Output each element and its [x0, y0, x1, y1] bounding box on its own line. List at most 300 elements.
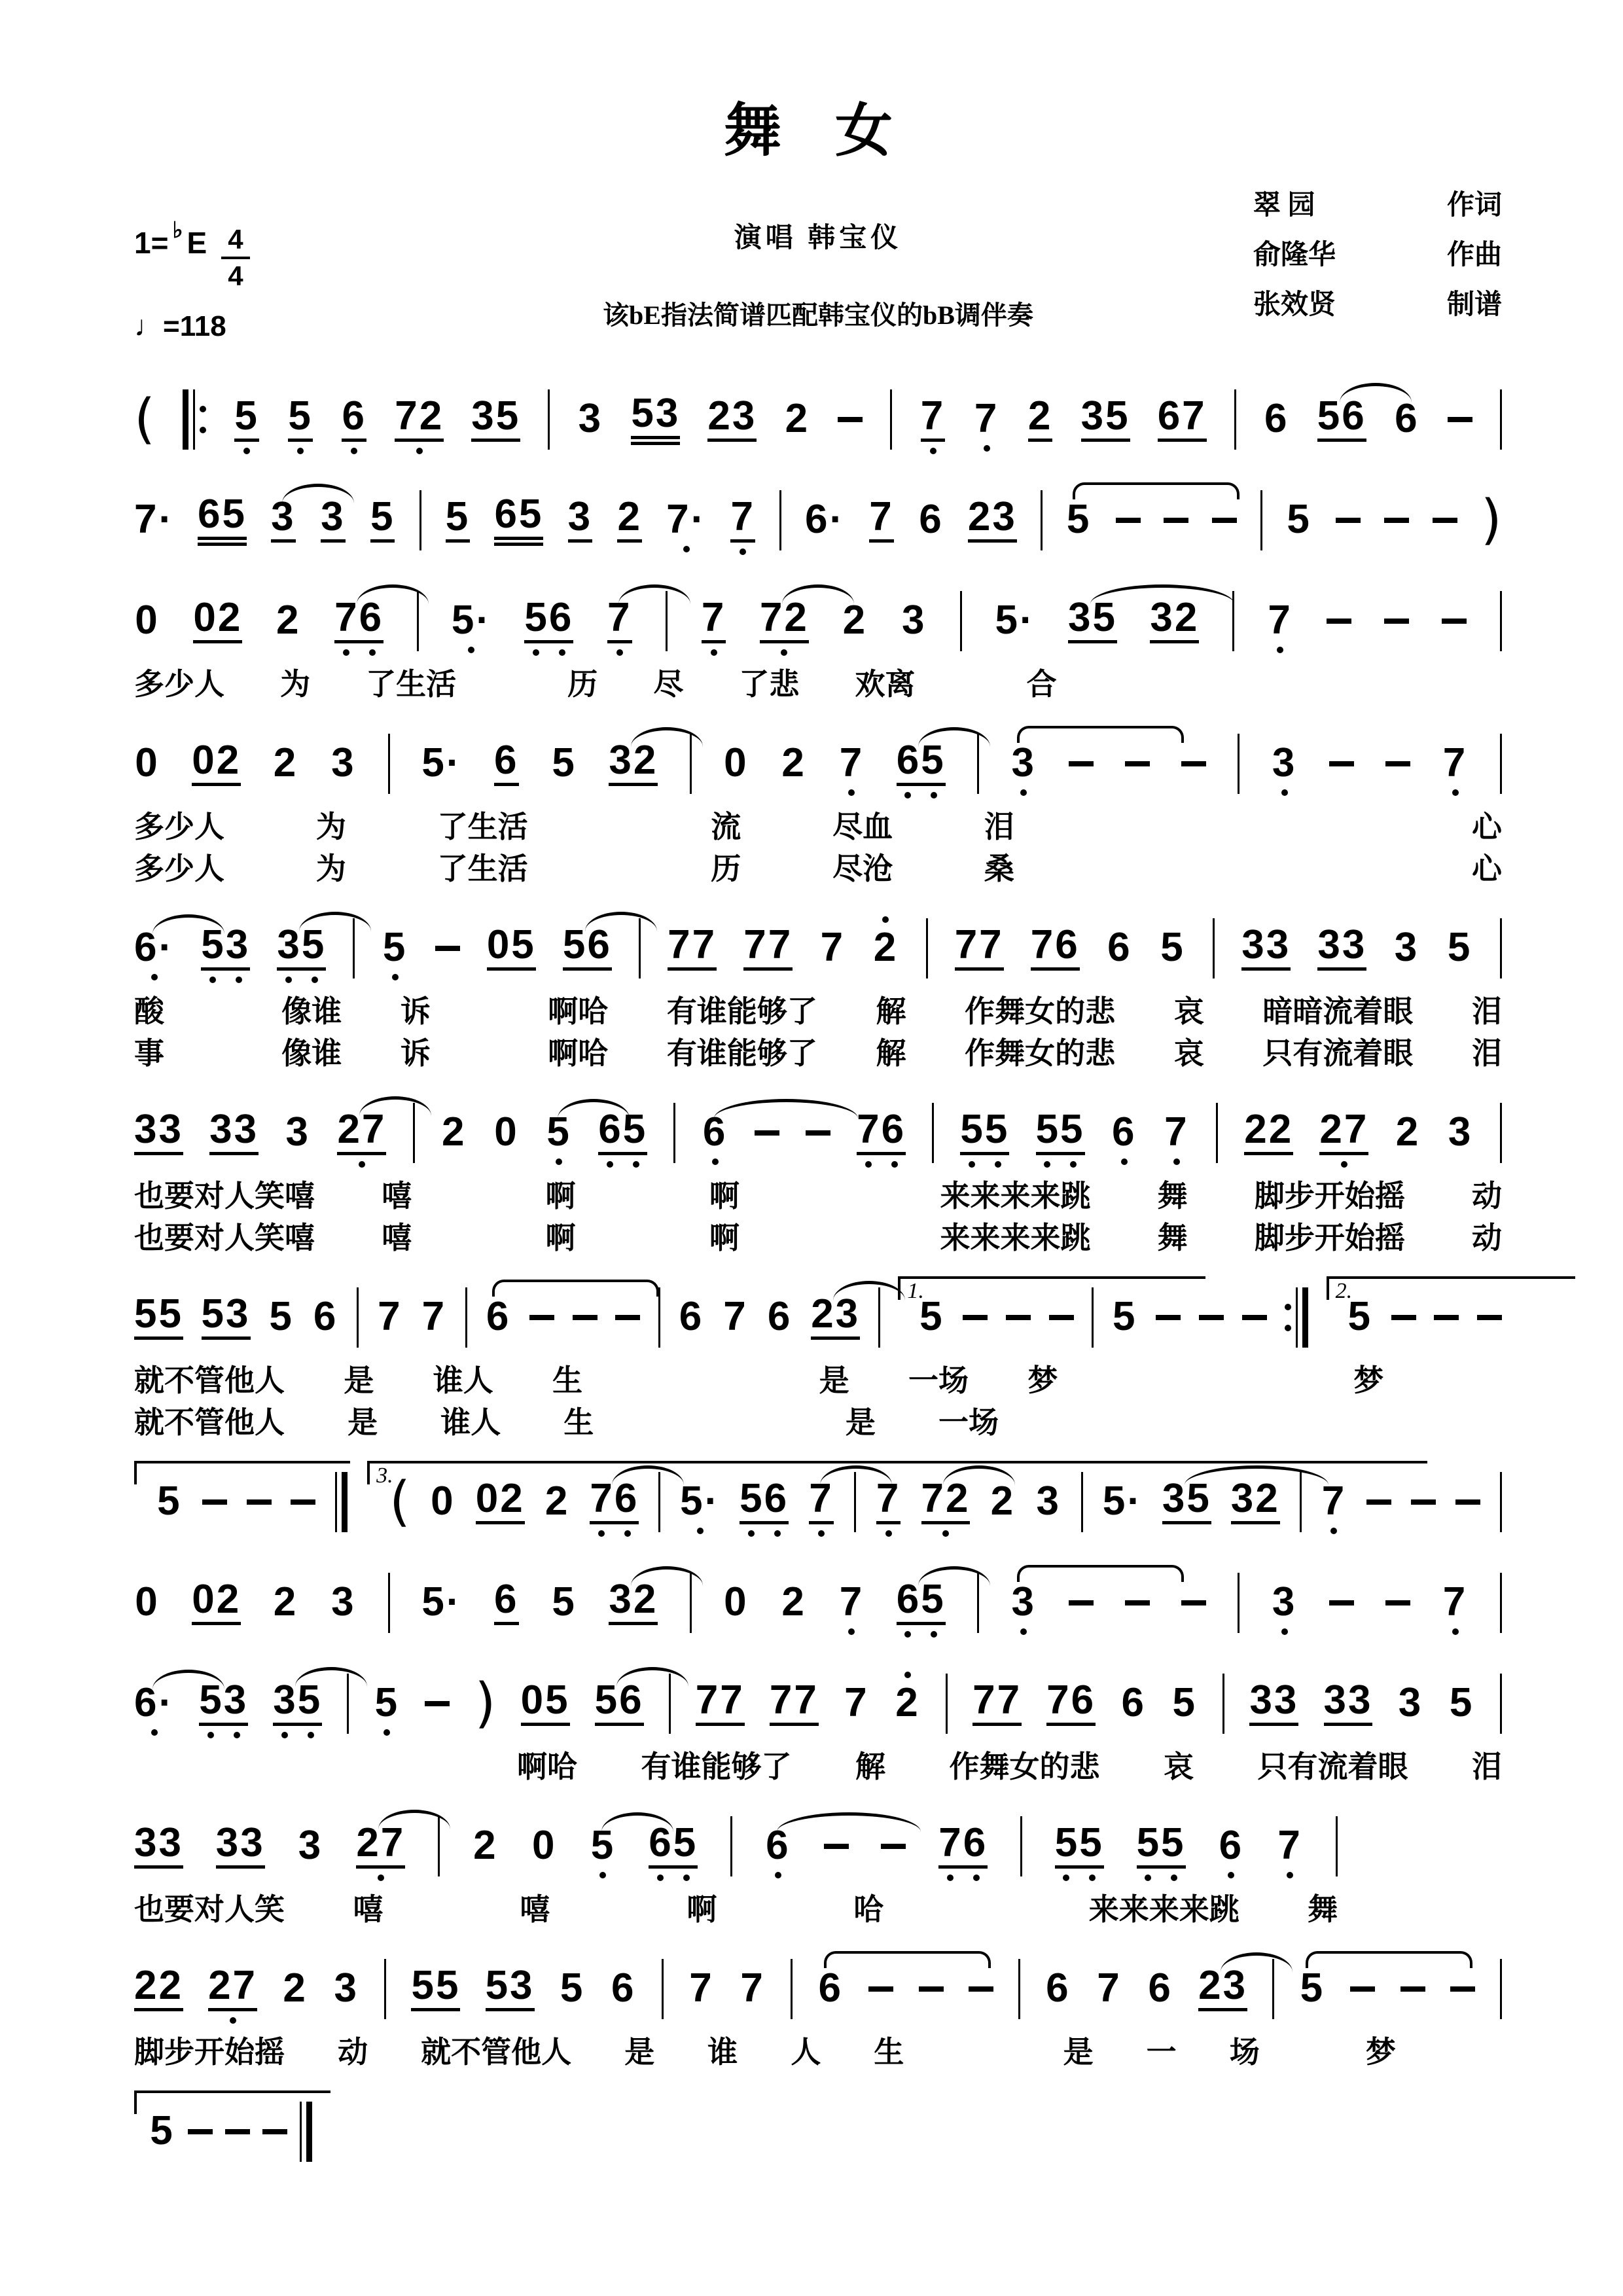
note [590, 1467, 639, 1537]
note [595, 1668, 644, 1739]
note [1272, 731, 1298, 797]
note-digit: 22 [1244, 1109, 1293, 1155]
low-octave-dot [984, 445, 990, 452]
note-row [134, 723, 1502, 805]
barline [1500, 734, 1502, 794]
note-digit: 56 [740, 1479, 789, 1524]
dash-bar [1366, 1499, 1391, 1505]
note [411, 1954, 460, 2024]
note-digit: 5 [234, 396, 259, 442]
low-octave-dot [151, 1729, 158, 1736]
note [330, 1570, 357, 1636]
note-digit: 5 [150, 2108, 175, 2154]
octave-dots-below [616, 649, 623, 656]
note-digit: 0 [135, 740, 160, 786]
note-row [134, 1662, 1502, 1745]
lyric-syllable: 脚 [134, 2036, 164, 2070]
note [611, 1956, 637, 2022]
note-digit: 53 [486, 1965, 535, 2011]
duration-dash [1181, 1562, 1206, 1644]
note [955, 913, 1004, 984]
note-digit: 7 [839, 1579, 865, 1625]
note-digit: 5 [288, 396, 312, 442]
low-octave-dot [683, 546, 690, 552]
song-title: 舞 女 [723, 100, 912, 164]
note [668, 913, 717, 984]
low-octave-dot [1070, 1161, 1077, 1168]
note-digit: 6 [766, 1823, 791, 1869]
lyric-syllable: 步 [1284, 1179, 1315, 1213]
lyric-syllable: 笑 [255, 1179, 285, 1213]
octave-dots-below [343, 649, 376, 656]
note [1395, 1100, 1421, 1166]
lyric-syllable: 一 [908, 1364, 938, 1398]
note-digit: 55 [1137, 1823, 1186, 1869]
note [1277, 1814, 1303, 1879]
low-octave-dot [781, 649, 787, 656]
note-digit: 5 [1287, 497, 1311, 543]
note [1160, 916, 1186, 981]
octave-dots-below [969, 1160, 1001, 1168]
note [476, 1467, 525, 1537]
note-digit: 7 [740, 1965, 765, 2011]
lyric-syllable: 眼 [1383, 995, 1414, 1029]
note [209, 1098, 259, 1168]
note-digit: 35 [471, 396, 520, 442]
note [452, 588, 491, 654]
lyric-syllable: 啊 [709, 1179, 740, 1213]
low-octave-dot [865, 1161, 872, 1168]
note-digit: 7 [730, 497, 755, 543]
note-digit: 22 [134, 1965, 183, 2011]
note-digit: 7 [974, 396, 999, 442]
octave-dots-below [598, 1530, 631, 1537]
note [1241, 913, 1291, 984]
lyric-syllable: 要 [164, 1221, 194, 1255]
note-digit: 77 [955, 925, 1004, 971]
lyric-syllable: 作 [965, 1037, 995, 1071]
note-digit: 23 [811, 1294, 860, 1340]
barline [1222, 1674, 1224, 1734]
barline [1336, 1816, 1338, 1876]
lyric-syllable: 活 [497, 852, 528, 886]
note-digit: 5 [446, 497, 470, 543]
note-digit: 7 [378, 1294, 402, 1340]
note-digit: 5· [1102, 1479, 1143, 1524]
note-digit: 0 [531, 1823, 557, 1869]
low-octave-dot [904, 792, 911, 798]
dash-bar [1069, 1600, 1094, 1605]
lyric-syllable: 管 [194, 1406, 224, 1440]
low-octave-dot [1277, 647, 1283, 653]
octave-dots-below [207, 1731, 240, 1739]
octave-dots-below [383, 1729, 390, 1736]
low-octave-dot [931, 1631, 937, 1638]
octave-dots-below [1044, 1160, 1077, 1168]
lyric-syllable: 也 [134, 1221, 164, 1255]
low-octave-dot [383, 1729, 390, 1736]
note-digit: 7 [869, 497, 893, 543]
note-digit: 7 [1268, 598, 1293, 643]
lyric-syllable: 嘻 [382, 1221, 412, 1255]
octave-dots-below [230, 2017, 236, 2024]
note-digit: 32 [609, 1579, 658, 1625]
lyric-syllable: 酸 [134, 995, 164, 1029]
low-octave-dot [711, 649, 717, 656]
barline [1500, 1472, 1502, 1532]
note [1317, 384, 1366, 455]
note-digit: 05 [521, 1680, 570, 1726]
note-digit: 5 [552, 740, 577, 786]
note [680, 1469, 720, 1535]
lyric-syllable: 诉 [400, 1037, 431, 1071]
dash-bar [868, 1986, 893, 1992]
duration-dash [1384, 580, 1409, 662]
note-digit: 2 [781, 740, 806, 786]
score-system-6 [134, 1092, 1502, 1258]
octave-dots-below [865, 1160, 898, 1168]
note-row [134, 378, 1502, 461]
note-digit: 2 [842, 598, 868, 643]
duration-dash [425, 1662, 450, 1745]
note-digit: 5 [1172, 1680, 1198, 1726]
lyric-syllable: 活 [497, 810, 528, 844]
note-digit: 7 [723, 1294, 748, 1340]
lyric-syllable: 舞 [979, 1750, 1010, 1784]
note [895, 1671, 921, 1736]
note [678, 1285, 704, 1350]
thin-bar [193, 389, 195, 450]
barline [1500, 1573, 1502, 1633]
note-digit: 7 [844, 1680, 869, 1726]
low-octave-dot [285, 977, 292, 983]
low-octave-dot [818, 1530, 825, 1537]
dash-bar [1125, 1600, 1150, 1605]
note-digit: 76 [938, 1823, 988, 1869]
note [486, 1285, 512, 1350]
lyric-syllable: 嘻 [285, 1179, 315, 1213]
note [897, 728, 946, 799]
volta-bracket [898, 1276, 924, 1359]
score-system-13 [134, 2090, 1502, 2173]
low-octave-dot [1281, 1628, 1288, 1635]
lyric-syllable: 他 [224, 1364, 255, 1398]
note [918, 488, 944, 553]
note-digit: 55 [411, 1965, 460, 2011]
note-row [134, 1948, 1502, 2030]
note [1046, 1668, 1096, 1739]
note [198, 482, 247, 559]
barline [932, 1103, 934, 1163]
low-octave-dot [942, 1530, 949, 1537]
note-digit: 3 [334, 1965, 359, 2011]
lyric-syllable: 解 [876, 995, 906, 1029]
octave-dots-below [1020, 1628, 1027, 1636]
note-digit: 0 [135, 598, 160, 643]
note [273, 1668, 322, 1739]
note [524, 586, 573, 656]
note-digit: 6· [134, 925, 175, 971]
barline [1216, 1103, 1218, 1163]
dash-bar [1434, 1315, 1459, 1320]
octave-dots-below [1145, 1874, 1177, 1882]
lyric-syllable: 嘻 [382, 1179, 412, 1213]
note [201, 913, 250, 984]
note [268, 1285, 294, 1350]
octave-dots-below [1121, 1158, 1128, 1166]
low-octave-dot [234, 1732, 240, 1738]
note [1031, 913, 1080, 984]
lyric-syllable: 生 [396, 668, 427, 702]
octave-dots-below [885, 1530, 892, 1537]
lyric-syllable: 人 [194, 810, 224, 844]
note-digit: 5 [269, 1294, 294, 1340]
note-row [134, 1805, 1338, 1888]
lyric-syllable: 舞 [995, 995, 1026, 1029]
lyric-syllable: 暗 [1262, 995, 1293, 1029]
note-digit: 2 [617, 497, 641, 543]
note-digit: 2 [873, 925, 899, 971]
lyric-syllable: 为 [280, 668, 311, 702]
note [1150, 586, 1199, 656]
note [817, 1956, 844, 2022]
low-octave-dot [885, 1530, 892, 1537]
note-digit: 2 [1028, 396, 1052, 442]
note [974, 387, 1000, 452]
lyric-syllable: 就 [421, 2036, 452, 2070]
note-row [134, 2090, 312, 2173]
low-octave-dot [151, 974, 158, 980]
note-digit: 3 [1011, 1579, 1036, 1625]
note-digit: 23 [968, 497, 1017, 543]
lyric-syllable: 悲 [1085, 995, 1116, 1029]
paren: ( [389, 1471, 411, 1534]
note-row [134, 580, 1502, 662]
lyric-syllable: 了 [787, 1037, 817, 1071]
low-octave-dot [683, 1874, 690, 1881]
note-digit: 2 [895, 1680, 920, 1726]
low-octave-dot [657, 1874, 664, 1881]
low-octave-dot [740, 548, 746, 555]
lyric-syllable: 他 [511, 2036, 542, 2070]
note [598, 1098, 647, 1168]
low-octave-dot [556, 1158, 562, 1165]
low-octave-dot [1287, 1872, 1293, 1878]
note-digit: 76 [590, 1479, 639, 1524]
lyric-syllable: 也 [134, 1893, 164, 1927]
lyric-syllable: 了 [787, 995, 817, 1029]
lyric-syllable: 不 [164, 1364, 194, 1398]
duration-dash [1384, 479, 1409, 562]
lyric-syllable: 人 [224, 1179, 255, 1213]
note [1231, 1467, 1280, 1537]
octave-dots-below [378, 1874, 384, 1882]
note [1010, 731, 1037, 797]
note [134, 1954, 183, 2024]
low-octave-dot [378, 1874, 384, 1881]
lyric-row [134, 1403, 1502, 1443]
note [1299, 1956, 1325, 2022]
lyric-syllable: 流 [711, 810, 741, 844]
note [445, 485, 471, 556]
lyric-syllable: 是 [624, 2036, 655, 2070]
dash-bar [838, 417, 863, 422]
barline [1018, 1959, 1020, 2019]
lyric-syllable: 悲 [1069, 1750, 1100, 1784]
note-digit: 02 [476, 1479, 525, 1524]
paren: ( [134, 388, 155, 451]
lyric-syllable: 事 [134, 1037, 164, 1071]
note [688, 1956, 715, 2022]
note-digit: 02 [192, 740, 241, 786]
flat-tie-slur [1073, 482, 1240, 499]
barline [730, 1816, 732, 1876]
note [287, 384, 313, 455]
note [134, 1671, 174, 1736]
note [234, 384, 260, 455]
note [819, 916, 846, 981]
lyric-syllable: 摇 [1374, 1221, 1405, 1255]
duration-dash [1448, 378, 1472, 461]
tie-slur [357, 584, 429, 604]
note-digit: 27 [208, 1965, 257, 2011]
note-digit: 0 [724, 1579, 749, 1625]
note [382, 916, 408, 981]
score-system-10 [134, 1662, 1502, 1787]
note-digit: 32 [609, 740, 658, 786]
lyric-syllable: 笑 [255, 1893, 285, 1927]
lyric-syllable: 来 [1030, 1179, 1061, 1213]
dash-bar [1450, 1986, 1475, 1992]
lyric-row [134, 992, 1502, 1031]
note [609, 1568, 658, 1638]
note-digit: 6 [919, 497, 944, 543]
note [356, 1811, 405, 1882]
note [551, 731, 577, 797]
lyric-syllable: 人 [791, 2036, 821, 2070]
lyric-syllable: 不 [451, 2036, 482, 2070]
note-digit: 76 [1046, 1680, 1096, 1726]
lyric-syllable: 场 [1229, 2036, 1260, 2070]
note [1449, 1671, 1475, 1736]
note [567, 485, 593, 556]
dash-bar [1391, 1315, 1416, 1320]
note-digit: 2 [781, 1579, 806, 1625]
center-header [442, 216, 1194, 332]
lyric-syllable: 啊 [548, 995, 579, 1029]
note [134, 916, 174, 981]
credit-name: 俞隆华 [1253, 240, 1336, 270]
lyric-syllable: 有 [666, 995, 697, 1029]
note-digit: 5 [1160, 925, 1185, 971]
low-octave-dot [848, 789, 855, 796]
lyric-syllable: 场 [938, 1364, 969, 1398]
octave-dots-below [712, 1158, 719, 1166]
lyric-syllable: 动 [1472, 1221, 1503, 1255]
note [216, 1811, 265, 1882]
note [441, 1100, 467, 1166]
lyric-syllable: 着 [1347, 1750, 1378, 1784]
lyric-syllable: 着 [1353, 1037, 1383, 1071]
tie-slur [631, 727, 703, 747]
dash-bar [1384, 619, 1409, 624]
lyric-syllable: 不 [164, 1406, 194, 1440]
barline [960, 591, 962, 651]
note-digit: 6 [1148, 1965, 1173, 2011]
note-digit: 5 [157, 1479, 182, 1524]
flat-tie-slur [824, 1951, 991, 1968]
note-digit: 33 [209, 1109, 259, 1155]
note-digit: 3 [1394, 925, 1419, 971]
octave-dots-below [416, 447, 423, 455]
lyric-syllable: 流 [1323, 995, 1353, 1029]
key-note: E [187, 226, 207, 260]
lyric-syllable: 眼 [1383, 1037, 1414, 1071]
note [1393, 916, 1419, 981]
credit-role: 制谱 [1446, 290, 1502, 320]
note-digit: 5· [421, 1579, 462, 1625]
dash-bar [615, 1315, 640, 1320]
note-digit: 3 [321, 497, 345, 543]
barline [1500, 591, 1502, 651]
note [1010, 1570, 1037, 1636]
lyric-syllable: 能 [701, 1750, 732, 1784]
octave-dots-below [1173, 1158, 1180, 1166]
note-digit: 7 [1442, 1579, 1468, 1625]
low-octave-dot [930, 448, 936, 454]
lyric-syllable: 摇 [255, 2036, 285, 2070]
note [471, 384, 520, 455]
octave-dots-below [1341, 1160, 1347, 1168]
lyric-syllable: 泪 [1472, 995, 1503, 1029]
dash-bar [1385, 761, 1410, 766]
tie-slur [378, 1810, 450, 1829]
note-digit: 6 [494, 740, 518, 786]
note [842, 588, 868, 654]
duration-dash [1442, 580, 1467, 662]
low-octave-dot [416, 448, 423, 454]
octave-dots-below [281, 1731, 314, 1739]
note [134, 1570, 160, 1636]
note-digit: 33 [1249, 1680, 1298, 1726]
octave-dots-below [359, 1160, 365, 1168]
lyric-syllable: 管 [481, 2036, 512, 2070]
flat-tie-slur [492, 1280, 659, 1297]
note [1107, 916, 1133, 981]
duration-dash [1455, 1461, 1480, 1543]
note [1447, 916, 1473, 981]
note-digit: 27 [1319, 1109, 1368, 1155]
note-digit: 0 [431, 1479, 455, 1524]
duration-dash [1329, 723, 1354, 805]
lyric-syllable: 就 [134, 1406, 164, 1440]
note-digit: 5· [421, 740, 462, 786]
note-digit: 3 [271, 497, 295, 543]
lyric-syllable: 他 [224, 1406, 255, 1440]
note-digit: 6 [818, 1965, 844, 2011]
note [1081, 384, 1130, 455]
note-digit: 3 [298, 1823, 323, 1869]
lyric-syllable: 来 [1088, 1893, 1119, 1927]
octave-dots-above [904, 1671, 911, 1679]
note [134, 488, 174, 553]
note-digit: 6 [1219, 1823, 1244, 1869]
lyric-syllable: 哈 [578, 995, 609, 1029]
lyric-syllable: 了 [437, 810, 468, 844]
note-row [134, 479, 1502, 562]
note-digit: 77 [743, 925, 793, 971]
octave-dots-below [818, 1530, 825, 1537]
